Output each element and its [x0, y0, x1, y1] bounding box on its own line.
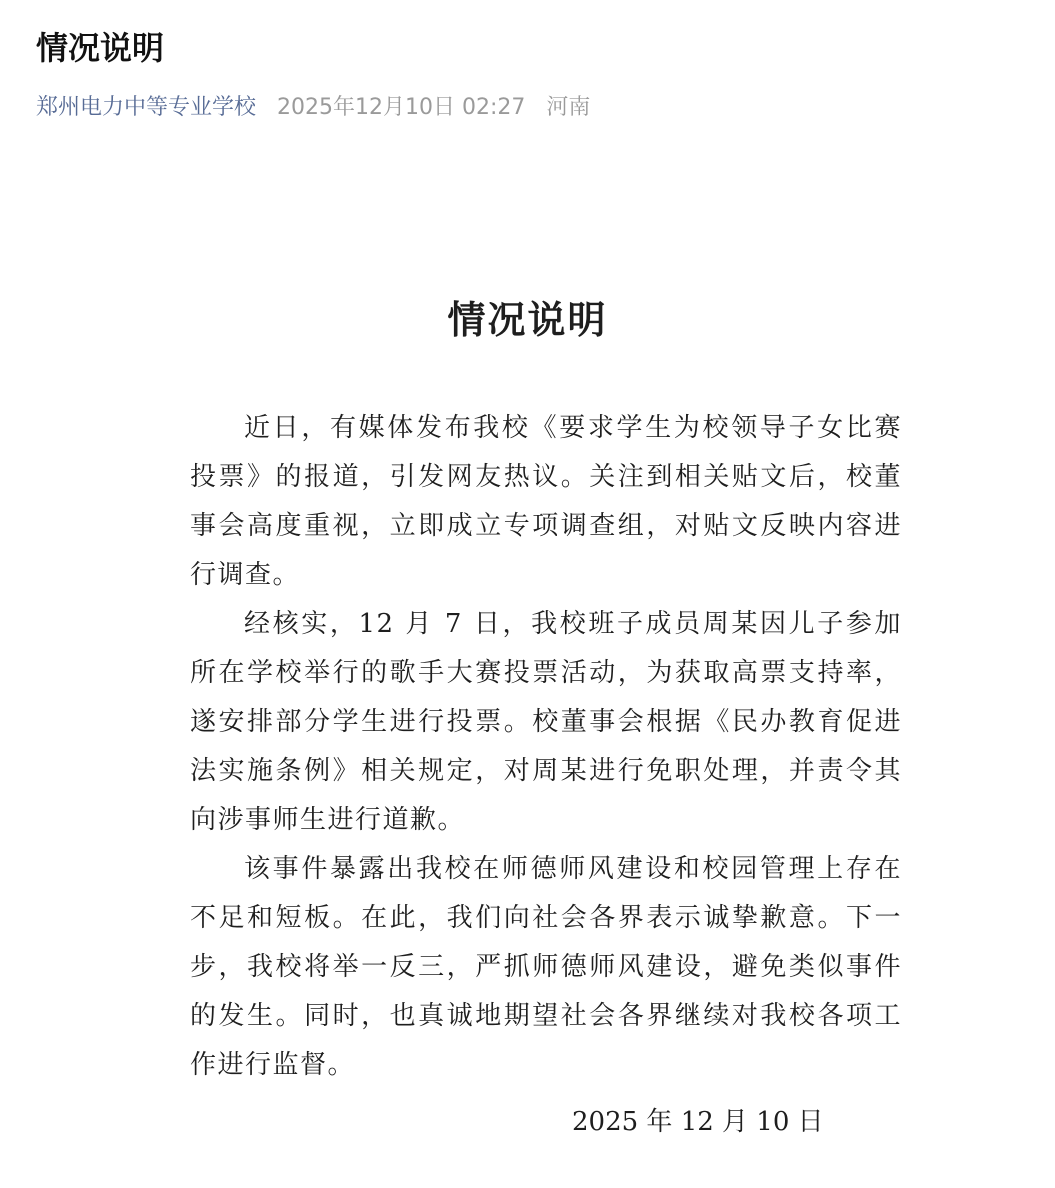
notice-date: 2025 年 12 月 10 日: [572, 1107, 824, 1137]
publish-time: 2025年12月10日 02:27: [277, 95, 526, 120]
article-title: 情况说明: [36, 29, 165, 67]
notice-image: [0, 150, 1055, 1188]
account-name-link[interactable]: 郑州电力中等专业学校: [36, 95, 257, 120]
notice-body: [190, 404, 902, 1090]
notice-title: 情况说明: [447, 298, 608, 342]
notice-paragraph: 该事件暴露出我校在师德师风建设和校园管理上存在不足和短板。在此，我们向社会各界表示诚挚歉意。下一步，我校将举一反三，严抓师德师风建设，避免类似事件的发生。同时，也真诚地期望社会各界继续对我校各项工作进行监督。: [190, 854, 902, 1080]
article-meta: [36, 92, 1019, 124]
publish-location: 河南: [546, 95, 591, 120]
notice-paragraph: 经核实，12 月 7 日，我校班子成员周某因儿子参加所在学校举行的歌手大赛投票活动，为获取高票支持率，遂安排部分学生进行投票。校董事会根据《民办教育促进法实施条例》相关规定，对周某进行免职处理，并责令其向涉事师生进行道歉。: [190, 609, 902, 835]
article-header: [36, 24, 1019, 124]
notice-paragraph: 近日，有媒体发布我校《要求学生为校领导子女比赛投票》的报道，引发网友热议。关注到相关贴文后，校董事会高度重视，立即成立专项调查组，对贴文反映内容进行调查。: [190, 413, 902, 590]
